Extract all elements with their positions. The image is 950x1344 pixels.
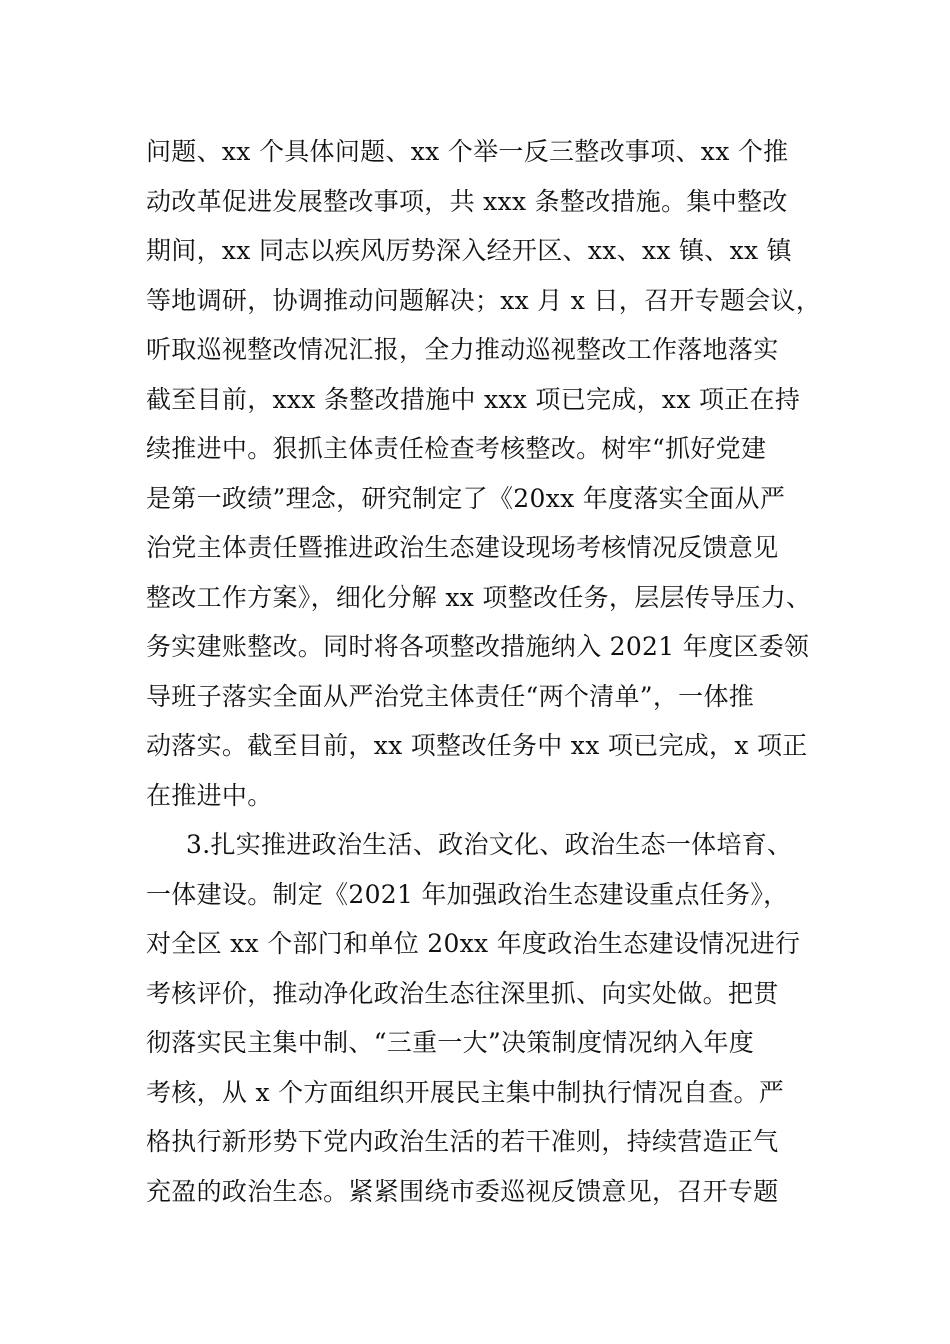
text-line: 期间，xx 同志以疾风厉势深入经开区、xx、xx 镇、xx 镇	[146, 236, 792, 265]
text-line: 彻落实民主集中制、“三重一大”决策制度情况纳入年度	[146, 1028, 755, 1057]
text-line: 考核评价，推动净化政治生态往深里抓、向实处做。把贯	[146, 978, 779, 1008]
text-line: 一体建设。制定《2021 年加强政治生态建设重点任务》，	[146, 879, 789, 909]
text-line: 等地调研，协调推动问题解决；xx 月 x 日，召开专题会议，	[146, 285, 822, 315]
paragraph-section-3	[146, 820, 846, 1216]
paragraph-continuation	[146, 127, 846, 820]
text-line: 整改工作方案》，细化分解 xx 项整改任务，层层传导压力、	[146, 582, 812, 612]
text-line: 动改革促进发展整改事项，共 xxx 条整改措施。集中整改	[146, 186, 788, 216]
body-text	[146, 127, 846, 1216]
text-line: 在推进中。	[146, 780, 273, 810]
text-line: 问题、xx 个具体问题、xx 个举一反三整改事项、xx 个推	[146, 137, 789, 166]
text-line: 格执行新形势下党内政治生活的若干准则，持续营造正气	[146, 1127, 779, 1156]
text-line: 是第一政绩”理念，研究制定了《20xx 年度落实全面从严	[146, 483, 786, 513]
text-line: 考核，从 x 个方面组织开展民主集中制执行情况自查。严	[146, 1077, 785, 1107]
section-heading-line: 3.扎实推进政治生活、政治文化、政治生态一体培育、	[186, 830, 793, 859]
text-line: 充盈的政治生态。紧紧围绕市委巡视反馈意见，召开专题	[146, 1176, 779, 1206]
text-line: 续推进中。狠抓主体责任检查考核整改。树牢“抓好党建	[146, 434, 767, 463]
text-line: 动落实。截至目前，xx 项整改任务中 xx 项已完成，x 项正	[146, 731, 808, 760]
text-line: 听取巡视整改情况汇报，全力推动巡视整改工作落地落实	[146, 335, 779, 364]
text-line: 治党主体责任暨推进政治生态建设现场考核情况反馈意见	[146, 533, 779, 562]
text-line: 务实建账整改。同时将各项整改措施纳入 2021 年度区委领	[146, 632, 810, 661]
text-line: 截至目前，xxx 条整改措施中 xxx 项已完成，xx 项正在持	[146, 384, 801, 414]
text-line: 导班子落实全面从严治党主体责任“两个清单”，一体推	[146, 681, 755, 711]
text-line: 对全区 xx 个部门和单位 20xx 年度政治生态建设情况进行	[146, 929, 801, 958]
